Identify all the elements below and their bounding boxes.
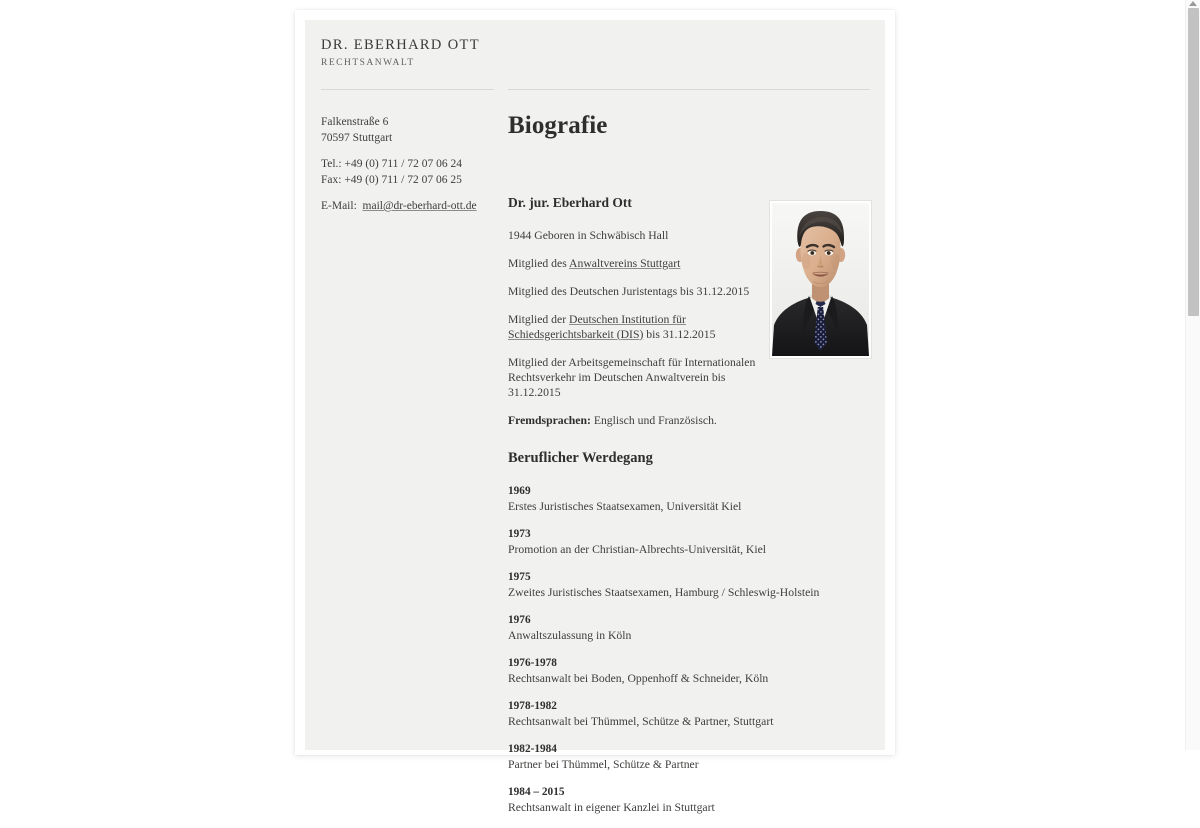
main-content [508,112,873,828]
languages-value: Englisch und Französisch. [590,413,717,427]
languages-label: Fremdsprachen: [508,413,591,427]
career-item [508,484,873,514]
page-scrollbar[interactable] [1185,0,1200,750]
brand-header[interactable] [321,20,511,70]
biography-name: Dr. jur. Eberhard Ott [508,194,632,210]
career-item [508,570,873,600]
bio-paragraph-prefix: Mitglied des [508,256,570,270]
bio-paragraph-prefix: Mitglied des Deutschen Juristentags bis 31.12.2015 [508,284,750,298]
career-description: Rechtsanwalt bei Thümmel, Schütze & Partner, Stuttgart [508,715,774,729]
career-year: 1984 – 2015 [508,786,565,799]
brand-subtitle: RECHTSANWALT [321,58,415,69]
career-description: Rechtsanwalt in eigener Kanzlei in Stuttgart [508,801,715,815]
bio-paragraph [508,312,763,342]
career-year: 1969 [508,485,531,498]
career-year: 1975 [508,571,531,584]
page-title: Biografie [508,112,608,139]
languages-paragraph [508,413,763,428]
sidebar-column [321,20,511,70]
career-item [508,699,873,729]
portrait-photo [770,201,871,358]
bio-paragraph-prefix: 1944 Geboren in Schwäbisch Hall [508,228,669,242]
career-item [508,613,873,643]
career-year: 1978-1982 [508,700,557,713]
dis-link[interactable]: Deutschen Institution für Schiedsgerichtsbarkeit (DIS) [508,312,686,341]
anwaltverein-link[interactable]: Anwaltvereins Stuttgart [569,256,681,270]
career-year: 1976 [508,614,531,627]
career-year: 1976-1978 [508,657,557,670]
content-divider [508,89,870,90]
career-section [508,450,873,815]
phone-tel: Tel.: +49 (0) 711 / 72 07 06 24 [321,158,463,170]
career-year: 1982-1984 [508,743,557,756]
bio-paragraph [508,284,763,299]
address-group [321,115,511,146]
email-group [321,199,511,215]
career-item [508,656,873,686]
bio-paragraph-prefix: Mitglied der [508,312,570,326]
portrait-illustration [772,203,869,356]
career-description: Rechtsanwalt bei Boden, Oppenhoff & Schneider, Köln [508,672,769,686]
bio-paragraph-suffix: bis 31.12.2015 [643,327,716,341]
bio-paragraph [508,355,763,400]
career-description: Promotion an der Christian-Albrechts-Universität, Kiel [508,543,767,557]
sidebar-divider [321,89,494,90]
career-description: Partner bei Thümmel, Schütze & Partner [508,758,699,772]
two-column-layout [305,20,885,815]
bio-paragraph-prefix: Mitglied der Arbeitsgemeinschaft für Internationalen Rechtsverkehr im Deutschen Anwaltverein bis 31.12.2015 [508,355,756,399]
brand-name: DR. EBERHARD OTT [321,37,480,53]
biography-block [508,195,873,428]
scroll-up-arrow-icon[interactable] [1189,1,1197,6]
scrollbar-thumb[interactable] [1188,8,1199,316]
career-description: Erstes Juristisches Staatsexamen, Universität Kiel [508,500,742,514]
career-item [508,785,873,815]
email-label: E-Mail: [321,200,357,212]
bio-paragraph [508,228,763,243]
career-description: Zweites Juristisches Staatsexamen, Hamburg / Schleswig-Holstein [508,586,820,600]
career-item [508,742,873,772]
address-city: 70597 Stuttgart [321,131,393,144]
content-sheet [305,20,885,815]
email-link[interactable]: mail@dr-eberhard-ott.de [362,200,477,212]
phone-fax: Fax: +49 (0) 711 / 72 07 06 25 [321,173,462,186]
address-street: Falkenstraße 6 [321,116,389,128]
bio-paragraph [508,256,763,271]
phone-group [321,157,511,188]
biography-text [508,195,763,428]
career-item [508,527,873,557]
contact-block [321,115,511,215]
career-description: Anwaltszulassung in Köln [508,629,632,643]
career-title: Beruflicher Werdegang [508,449,653,466]
portrait-image [772,203,869,356]
career-year: 1973 [508,528,531,541]
